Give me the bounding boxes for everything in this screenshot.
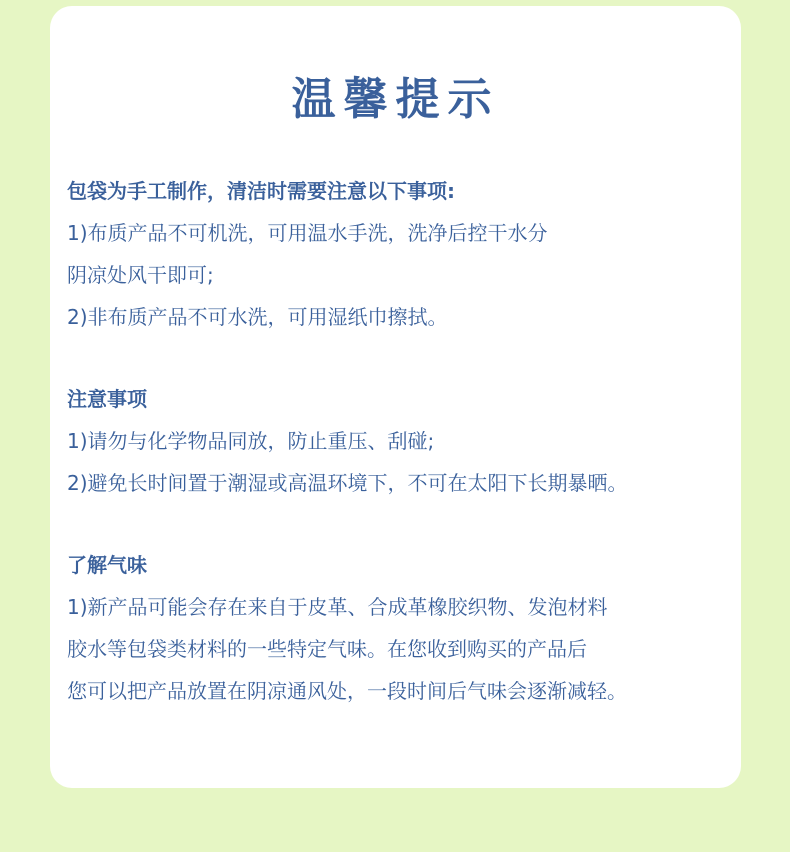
section-heading: 包袋为手工制作，清洁时需要注意以下事项: — [67, 179, 455, 203]
section-cleaning — [67, 170, 731, 338]
section-line: 1)布质产品不可机洗，可用温水手洗，洗净后控干水分 — [67, 221, 548, 245]
section-line: 您可以把产品放置在阴凉通风处，一段时间后气味会逐渐减轻。 — [67, 679, 627, 703]
section-precautions — [67, 378, 731, 504]
section-line: 胶水等包袋类材料的一些特定气味。在您收到购买的产品后 — [67, 637, 587, 661]
section-heading: 了解气味 — [67, 553, 147, 577]
page-title: 温馨提示 — [291, 74, 500, 125]
section-line: 阴凉处风干即可; — [67, 263, 214, 287]
section-line: 2)避免长时间置于潮湿或高温环境下，不可在太阳下长期暴晒。 — [67, 471, 628, 495]
section-heading: 注意事项 — [67, 387, 147, 411]
section-line: 1)新产品可能会存在来自于皮革、合成革橡胶织物、发泡材料 — [67, 595, 608, 619]
section-odor — [67, 544, 731, 712]
tips-card — [50, 6, 741, 788]
section-line: 1)请勿与化学物品同放，防止重压、刮碰; — [67, 429, 435, 453]
section-line: 2)非布质产品不可水洗，可用湿纸巾擦拭。 — [67, 305, 448, 329]
